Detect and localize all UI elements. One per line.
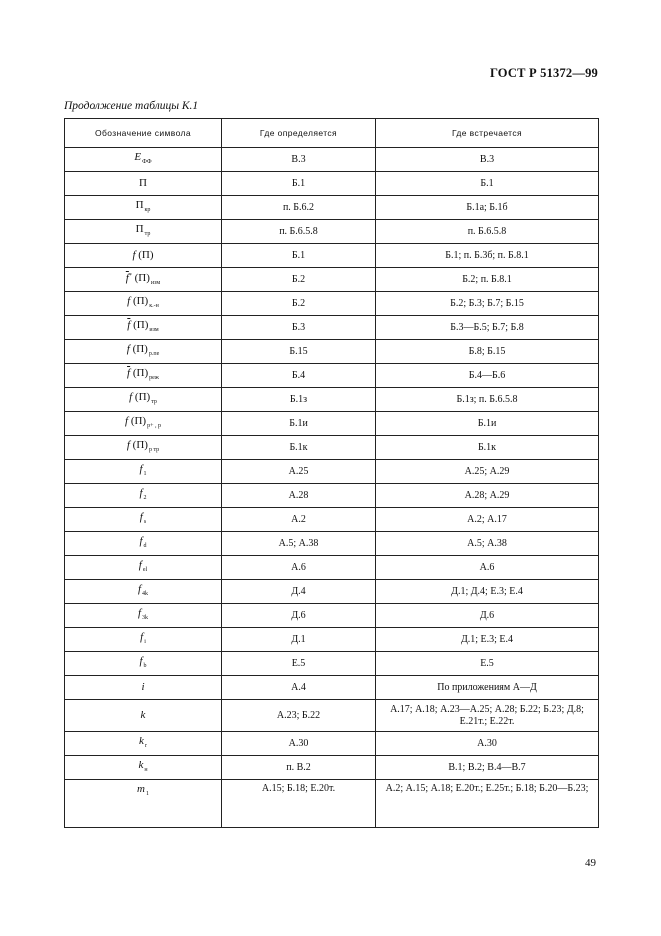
symbol-cell [65,268,222,292]
header-defined: Где определяется [222,119,376,148]
symbol-letter: f [139,535,143,547]
table-row [65,580,599,604]
document-code: ГОСТ Р 51372—99 [489,66,598,80]
header-symbol: Обозначение символа [65,119,222,148]
used-cell: Д.1; Е.3; Е.4 [376,628,599,652]
symbol-notation [139,487,146,499]
table-row [65,652,599,676]
symbol-letter: f [139,463,143,475]
symbol-cell [65,700,222,732]
symbol-subscript: кр [144,207,151,213]
symbol-notation [134,151,151,163]
symbol-notation [136,199,151,211]
defined-cell: Б.3 [222,316,376,340]
defined-cell: А.2 [222,508,376,532]
table-row [65,148,599,172]
symbol-cell [65,148,222,172]
symbol-argument: (П) [128,415,147,427]
table-row [65,388,599,412]
symbol-notation [139,463,146,475]
used-cell: А.5; А.38 [376,532,599,556]
used-cell: В.1; В.2; В.4—В.7 [376,756,599,780]
used-cell: А.2; А.15; А.18; Е.20т.; Е.25т.; Б.18; Б.20—Б.23; [376,780,599,828]
used-cell: Б.1з; п. Б.6.5.8 [376,388,599,412]
symbol-letter: П [135,199,144,211]
used-cell: Б.2; п. Б.8.1 [376,268,599,292]
defined-cell: Б.1и [222,412,376,436]
symbol-cell [65,484,222,508]
symbol-letter: f [139,487,143,499]
used-cell: А.6 [376,556,599,580]
symbol-notation [139,535,146,547]
used-cell: По приложениям А—Д [376,676,599,700]
symbol-subscript: тр [151,399,157,405]
symbol-superscript: * [128,273,132,279]
symbol-cell [65,780,222,828]
symbol-subscript: р тр [148,447,160,453]
table-row [65,780,599,828]
symbol-subscript: 4k [142,591,149,597]
symbol-notation [141,709,146,721]
used-cell: п. Б.6.5.8 [376,220,599,244]
table-row [65,756,599,780]
symbol-subscript: el [142,567,148,573]
symbol-argument: (П) [130,295,149,307]
table-header-row [65,119,599,148]
symbol-cell [65,436,222,460]
symbol-cell [65,388,222,412]
symbol-subscript: реж [149,375,159,381]
used-cell: В.3 [376,148,599,172]
symbol-cell [65,628,222,652]
symbol-notation [127,343,159,355]
symbol-cell [65,556,222,580]
symbol-cell [65,340,222,364]
symbol-letter: f [125,415,129,427]
used-cell: Д.1; Д.4; Е.3; Е.4 [376,580,599,604]
symbol-notation [127,295,159,307]
symbol-letter: E [134,151,142,163]
used-cell: Б.1а; Б.1б [376,196,599,220]
symbol-notation [138,759,147,771]
table-row [65,460,599,484]
symbol-cell [65,244,222,268]
used-cell: А.25; А.29 [376,460,599,484]
symbol-notation [140,631,146,643]
symbol-letter: $\overline{f}$ [127,367,131,379]
symbol-subscript: 1 [143,471,147,477]
symbol-argument: (П) [129,343,148,355]
symbol-letter: f [137,583,142,595]
symbol-notation [139,177,147,189]
symbol-letter: i [141,681,145,693]
symbol-cell [65,732,222,756]
symbol-cell [65,604,222,628]
used-cell: Е.5 [376,652,599,676]
symbol-letter: $\overline{f}$ [127,319,131,331]
symbol-letter: f [126,439,130,451]
symbol-subscript: р.пе [148,351,160,357]
symbol-notation [127,439,159,451]
symbol-subscript: r [144,743,147,749]
symbol-letter: k [138,759,144,771]
symbol-letter: f [137,607,142,619]
defined-cell: А.23; Б.22 [222,700,376,732]
table-row [65,676,599,700]
defined-cell: Д.1 [222,628,376,652]
symbol-notation [136,223,151,235]
symbol-notation [138,607,148,619]
page-number: 49 [585,857,596,869]
table-row [65,340,599,364]
defined-cell: А.30 [222,732,376,756]
symbol-argument: (П) [129,439,148,451]
defined-cell: А.25 [222,460,376,484]
defined-cell: В.3 [222,148,376,172]
symbol-notation [139,735,147,747]
symbol-notation [127,319,158,331]
symbol-subscript: н [144,767,148,773]
used-cell: А.17; А.18; А.23—А.25; А.28; Б.22; Б.23; Д.8; Е.21т.; Е.22т. [376,700,599,732]
symbol-subscript: i [144,639,146,645]
symbol-notation [126,272,160,284]
symbol-argument: (П) [132,391,151,403]
symbol-letter: f [139,655,143,667]
used-cell: Д.6 [376,604,599,628]
symbol-letter: $\overline{f}$ [125,272,129,284]
symbol-notation [132,249,153,261]
defined-cell: Б.1 [222,172,376,196]
used-cell: Б.1 [376,172,599,196]
defined-cell: Б.1к [222,436,376,460]
symbol-notation [141,681,144,693]
table-row [65,172,599,196]
symbol-cell [65,756,222,780]
defined-cell: Д.4 [222,580,376,604]
symbol-cell [65,220,222,244]
symbols-table [64,118,599,828]
defined-cell: Б.1 [222,244,376,268]
table-row [65,556,599,580]
symbol-notation [139,655,146,667]
symbol-notation [140,511,146,523]
symbol-argument: (П) [135,249,154,261]
used-cell: А.30 [376,732,599,756]
symbol-letter: f [127,295,131,307]
defined-cell: Б.2 [222,292,376,316]
symbol-letter: f [140,631,144,643]
defined-cell: п. Б.6.5.8 [222,220,376,244]
defined-cell: Б.4 [222,364,376,388]
symbol-subscript: изм [150,280,161,286]
defined-cell: Б.15 [222,340,376,364]
table-row [65,532,599,556]
symbol-subscript: ФФ [142,159,152,165]
table-body [65,148,599,828]
symbol-notation [127,367,159,379]
symbol-cell [65,316,222,340]
used-cell: Б.4—Б.6 [376,364,599,388]
used-cell: А.2; А.17 [376,508,599,532]
symbol-argument: (П) [130,319,149,331]
defined-cell: А.6 [222,556,376,580]
symbol-cell [65,172,222,196]
symbol-subscript: р+ , р [147,423,161,429]
symbol-letter: f [129,391,133,403]
symbol-cell [65,652,222,676]
table-row [65,268,599,292]
table-caption: Продолжение таблицы К.1 [64,100,199,112]
symbol-notation [129,391,157,403]
header-used: Где встречается [376,119,599,148]
table-row [65,244,599,268]
table-row [65,732,599,756]
symbol-cell [65,580,222,604]
symbol-subscript: s [143,519,147,525]
defined-cell: А.4 [222,676,376,700]
used-cell: Б.1и [376,412,599,436]
table-row [65,436,599,460]
table-row [65,604,599,628]
table-row [65,316,599,340]
defined-cell: Д.6 [222,604,376,628]
symbol-cell [65,460,222,484]
table-row [65,508,599,532]
symbol-cell [65,676,222,700]
symbol-notation [138,583,148,595]
symbol-notation [137,783,149,795]
symbol-subscript: 1 [145,791,149,797]
defined-cell: п. В.2 [222,756,376,780]
table-row [65,292,599,316]
symbol-subscript: тр [144,231,151,237]
symbol-letter: f [132,249,136,261]
defined-cell: Б.2 [222,268,376,292]
symbol-argument: (П) [130,367,149,379]
symbol-cell [65,532,222,556]
defined-cell: А.15; Б.18; Е.20т. [222,780,376,828]
symbol-letter: П [139,177,147,189]
symbol-notation [139,559,147,571]
symbol-letter: f [126,343,130,355]
symbol-letter: П [135,223,144,235]
symbol-subscript: 3k [142,615,149,621]
table-row [65,484,599,508]
used-cell: Б.1к [376,436,599,460]
table-row [65,364,599,388]
symbol-subscript: изм [149,327,159,333]
symbol-cell [65,292,222,316]
used-cell: Б.3—Б.5; Б.7; Б.8 [376,316,599,340]
defined-cell: А.28 [222,484,376,508]
symbol-subscript: b [143,663,147,669]
symbol-letter: f [139,511,143,523]
symbol-letter: f [138,559,142,571]
table-row [65,628,599,652]
symbol-cell [65,508,222,532]
symbol-letter: k [140,709,146,721]
used-cell: Б.1; п. Б.3б; п. Б.8.1 [376,244,599,268]
symbol-argument: (П) [131,272,150,284]
table-row [65,412,599,436]
symbol-subscript: к.-н [149,303,159,309]
defined-cell: Б.1з [222,388,376,412]
symbol-cell [65,412,222,436]
defined-cell: Е.5 [222,652,376,676]
table-row [65,700,599,732]
used-cell: А.28; А.29 [376,484,599,508]
symbol-letter: k [139,735,144,747]
symbol-notation [125,415,161,427]
symbol-cell [65,196,222,220]
symbol-cell [65,364,222,388]
defined-cell: А.5; А.38 [222,532,376,556]
table-row [65,220,599,244]
defined-cell: п. Б.6.2 [222,196,376,220]
symbol-subscript: d [143,543,147,549]
table-row [65,196,599,220]
symbol-letter: m [137,783,145,795]
symbol-subscript: 2 [143,495,147,501]
used-cell: Б.8; Б.15 [376,340,599,364]
used-cell: Б.2; Б.3; Б.7; Б.15 [376,292,599,316]
